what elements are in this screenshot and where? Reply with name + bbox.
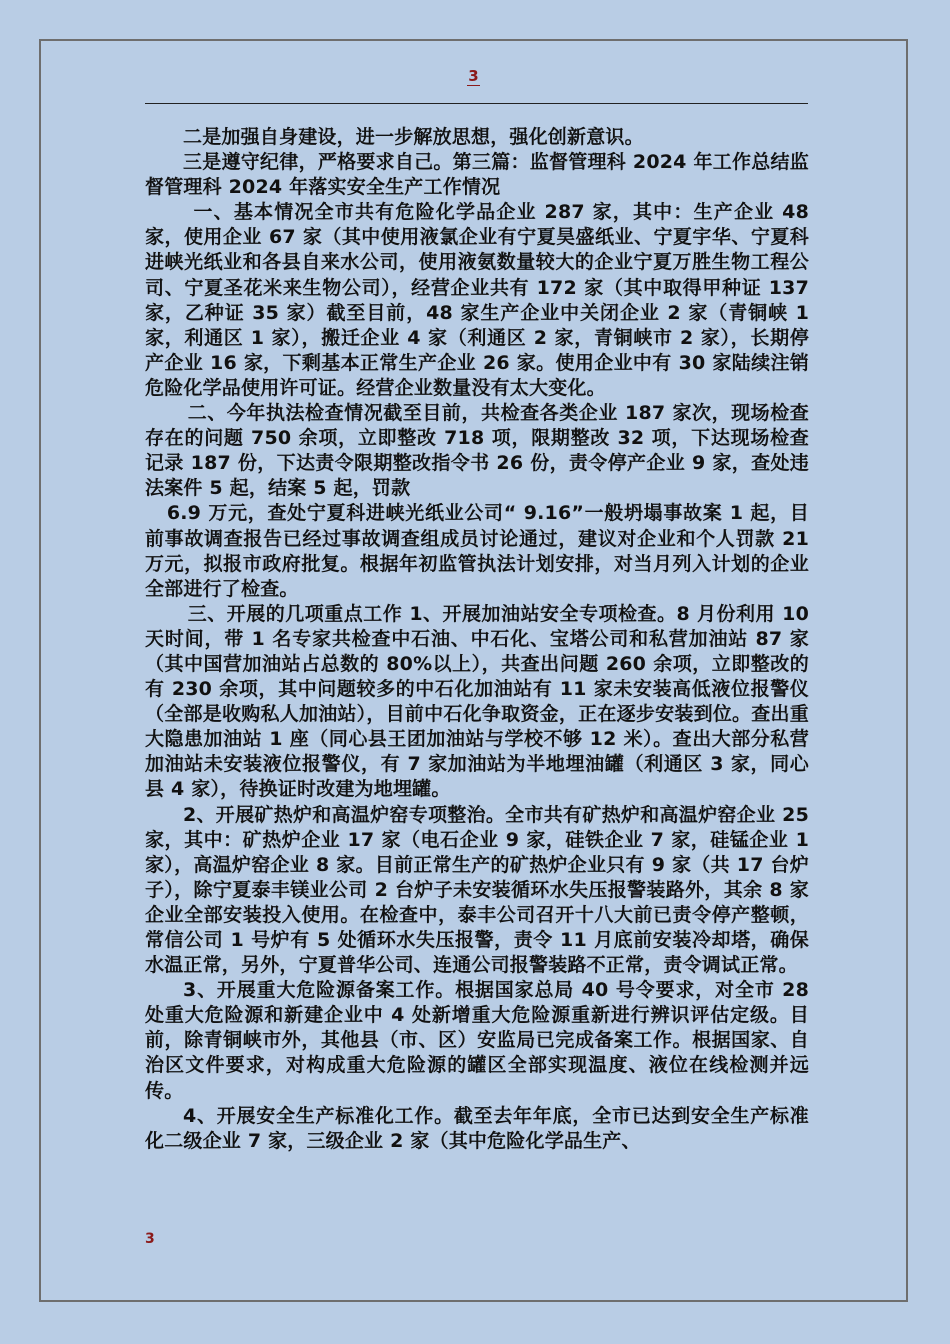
- footer-page-number: 3: [145, 1231, 155, 1247]
- paragraph: 三、开展的几项重点工作 1、开展加油站安全专项检查。8 月份利用 10 天时间，带 1 名专家共检查中石油、中石化、宝塔公司和私营加油站 87 家（其中国营加油站占总数的 80%以上），共查出问题 260 余项，立即整改的有 230 余项，其中问题较多的中石化加油站有 11 家未安装高低液位报警仪（全部是收购私人加油站），目前中石化争取资金，正在逐步安装到位。查出重大隐患加油站 1 座（同心县王团加油站与学校不够 12 米）。查出大部分私营加油站未安装液位报警仪，有 7 家加油站为半地埋油罐（利通区 3 家，同心县 4 家），待换证时改建为地埋罐。: [145, 602, 809, 801]
- paragraph: 2、开展矿热炉和高温炉窑专项整治。全市共有矿热炉和高温炉窑企业 25 家，其中：矿热炉企业 17 家（电石企业 9 家，硅铁企业 7 家，硅锰企业 1 家），高温炉窑企业 8 家。目前正常生产的矿热炉企业只有 9 家（共 17 台炉子），除宁夏泰丰镁业公司 2 台炉子未安装循环水失压报警装路外，其余 8 家企业全部安装投入使用。在检查中，泰丰公司召开十八大前已责令停产整顿，常信公司 1 号炉有 5 处循环水失压报警，责令 11 月底前安装冷却塔，确保水温正常，另外，宁夏普华公司、连通公司报警装路不正常，责令调试正常。: [145, 803, 809, 977]
- paragraph: 6.9 万元，查处宁夏科进峡光纸业公司“ 9.16”一般坍塌事故案 1 起，目前事故调查报告已经过事故调查组成员讨论通过，建议对企业和个人罚款 21 万元，拟报市政府批复。根据年初监管执法计划安排，对当月列入计划的企业全部进行了检查。: [145, 502, 809, 600]
- paragraph: 二、今年执法检查情况截至目前，共检查各类企业 187 家次，现场检查存在的问题 750 余项，立即整改 718 项，限期整改 32 项，下达现场检查记录 187 份，下达责令限期整改指令书 26 份，责令停产企业 9 家，查处违法案件 5 起，结案 5 起，罚款: [145, 402, 809, 500]
- paragraph: 一、基本情况全市共有危险化学品企业 287 家，其中：生产企业 48 家，使用企业 67 家（其中使用液氯企业有宁夏昊盛纸业、宁夏宇华、宁夏科进峡光纸业和各县自来水公司，使用液氨数量较大的企业宁夏万胜生物工程公司、宁夏圣花米来生物公司），经营企业共有 172 家（其中取得甲种证 137 家，乙种证 35 家）截至目前，48 家生产企业中关闭企业 2 家（青铜峡 1 家，利通区 1 家），搬迁企业 4 家（利通区 2 家，青铜峡市 2 家），长期停产企业 16 家，下剩基本正常生产企业 26 家。使用企业中有 30 家陆续注销危险化学品使用许可证。经营企业数量没有太大变化。: [145, 201, 809, 399]
- document-page: [39, 39, 908, 1302]
- paragraph: 二是加强自身建设，进一步解放思想，强化创新意识。: [183, 126, 644, 148]
- header-divider: [145, 103, 808, 104]
- paragraph: 三是遵守纪律，严格要求自己。第三篇：监督管理科 2024 年工作总结监督管理科 2024 年落实安全生产工作情况: [145, 151, 809, 199]
- paragraph: 4、开展安全生产标准化工作。截至去年年底，全市已达到安全生产标准化二级企业 7 家，三级企业 2 家（其中危险化学品生产、: [145, 1104, 809, 1152]
- paragraph: 3、开展重大危险源备案工作。根据国家总局 40 号令要求，对全市 28 处重大危险源和新建企业中 4 处新增重大危险源重新进行辨识评估定级。目前，除青铜峡市外，其他县（市、区）安监局已完成备案工作。根据国家、自治区文件要求，对构成重大危险源的罐区全部实现温度、液位在线检测并远传。: [145, 979, 809, 1102]
- header-page-number: 3: [468, 67, 479, 85]
- document-body: [145, 125, 809, 1154]
